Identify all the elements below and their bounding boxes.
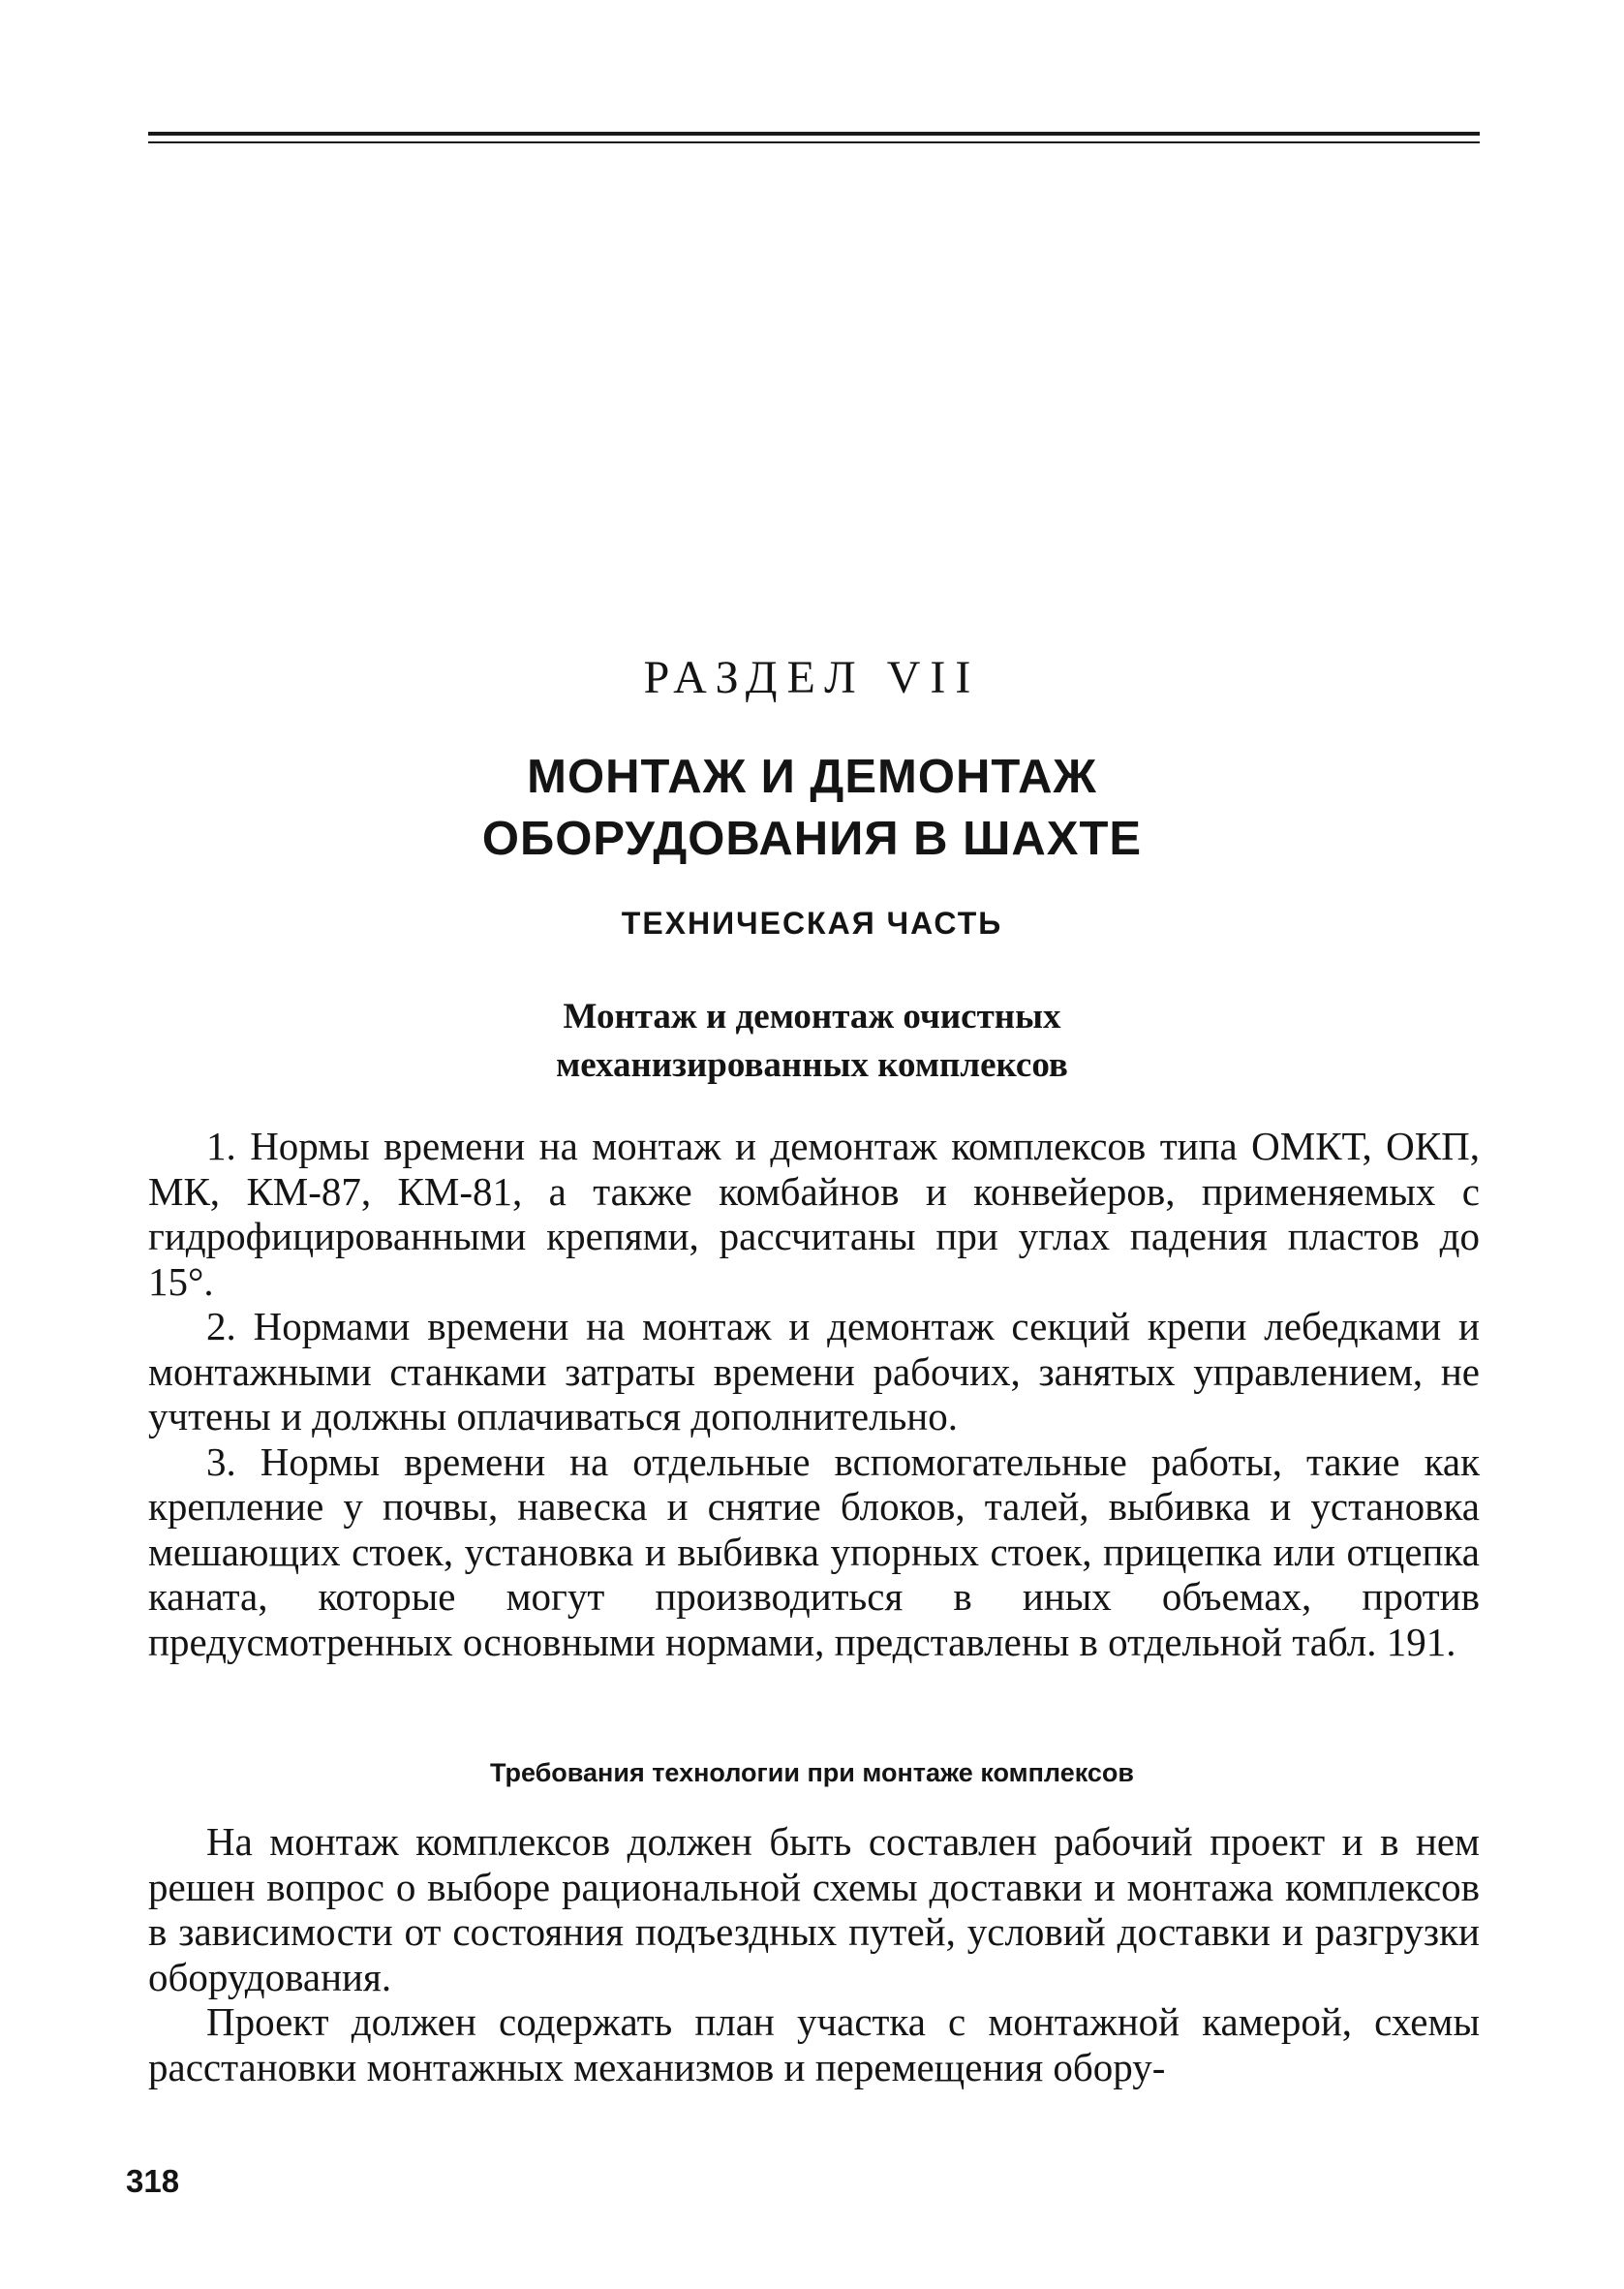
section-subtitle: ТЕХНИЧЕСКАЯ ЧАСТЬ (621, 906, 1003, 941)
header-rule-thin (148, 141, 1480, 143)
paragraph: Проект должен содержать план участка с монтажной камерой, схемы расстановки монтажных механизмов и перемещения обору- (148, 1999, 1480, 2089)
subsection-title-line: механизированных комплексов (556, 1045, 1068, 1085)
paragraph: 1. Нормы времени на монтаж и демонтаж комплексов типа ОМКТ, ОКП, МК, КМ-87, КМ-81, а также комбайнов и конвейеров, применяемых с гидрофицированными крепями, рассчитаны при углах падения пластов до 15°. (148, 1124, 1480, 1304)
paragraph: 3. Нормы времени на отдельные вспомогательные работы, такие как крепление у почвы, навеска и снятие блоков, талей, выбивка и установка мешающих стоек, установка и выбивка упорных стоек, прицепка или отцепка каната, которые могут производиться в иных объемах, против предусмотренных основными нормами, представлены в отдельной табл. 191. (148, 1438, 1480, 1664)
subsection-body (148, 1124, 1480, 1664)
section-label: РАЗДЕЛ VII (643, 652, 981, 703)
page-number: 318 (126, 2163, 180, 2199)
paragraph: На монтаж комплексов должен быть составлен рабочий проект и в нем решен вопрос о выборе рациональной схемы доставки и монтажа комплексов в зависимости от состояния подъездных путей, условий доставки и разгрузки оборудования. (148, 1819, 1480, 1999)
paragraph: 2. Нормами времени на монтаж и демонтаж секций крепи лебедками и монтажными станками затраты времени рабочих, занятых управлением, не учтены и должны оплачиваться дополнительно. (148, 1304, 1480, 1438)
section-title (0, 746, 1624, 870)
requirements-body (148, 1819, 1480, 2089)
subsection-title (0, 993, 1624, 1090)
requirements-title: Требования технологии при монтаже комплексов (490, 1758, 1134, 1787)
section-title-line: МОНТАЖ И ДЕМОНТАЖ (527, 751, 1097, 803)
subsection-title-line: Монтаж и демонтаж очистных (563, 997, 1061, 1036)
header-rule-thick (148, 132, 1480, 136)
section-title-line: ОБОРУДОВАНИЯ В ШАХТЕ (481, 813, 1143, 865)
